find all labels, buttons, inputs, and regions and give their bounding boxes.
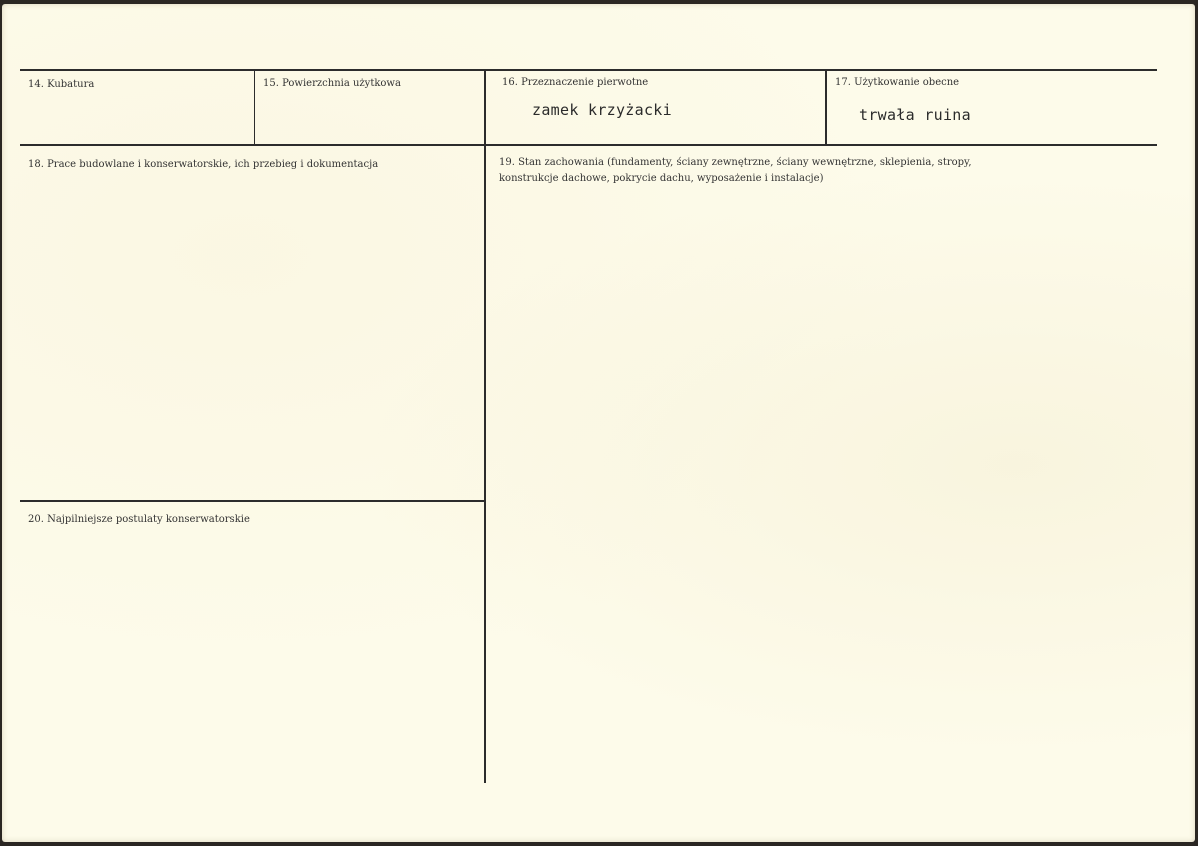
field-15-label: 15. Powierzchnia użytkowa [263,78,401,89]
field-16-value: zamek krzyżacki [532,101,672,119]
rule-row1-bottom [20,144,1157,146]
field-18-label: 18. Prace budowlane i konserwatorskie, ich przebieg i dokumentacja [28,159,379,170]
field-17-value: trwała ruina [859,106,971,124]
divider-left-right [484,145,486,783]
rule-field18-bottom [20,500,484,502]
divider-15-16 [484,70,486,145]
field-19-label-line2: konstrukcje dachowe, pokrycie dachu, wyposażenie i instalacje) [499,173,824,184]
field-20-label: 20. Najpilniejsze postulaty konserwatorskie [28,514,250,525]
field-17-label: 17. Użytkowanie obecne [835,77,960,88]
divider-16-17 [825,70,827,145]
divider-14-15 [254,70,255,145]
field-16-label: 16. Przeznaczenie pierwotne [502,77,649,88]
rule-top [20,69,1157,71]
field-19-label-line1: 19. Stan zachowania (fundamenty, ściany zewnętrzne, ściany wewnętrzne, sklepienia, stropy, [499,157,972,168]
field-14-label: 14. Kubatura [28,79,95,90]
record-card [2,4,1195,842]
